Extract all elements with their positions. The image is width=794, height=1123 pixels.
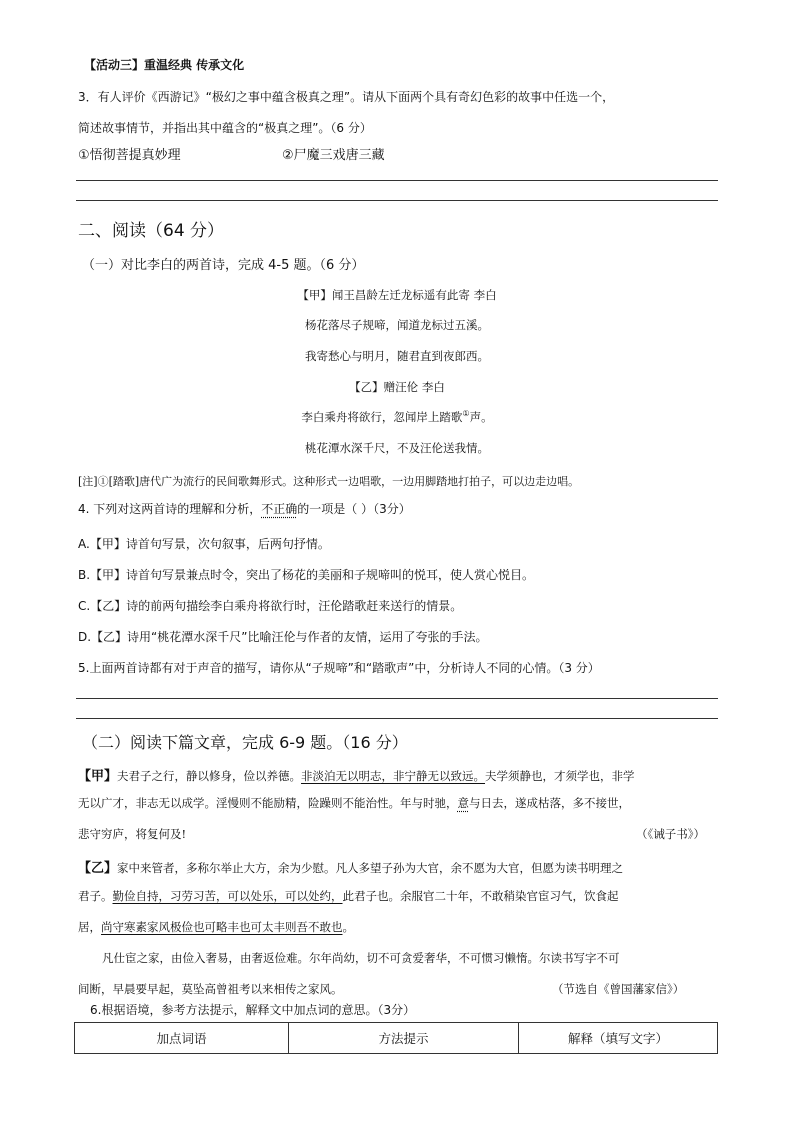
yi-line4: 凡仕宦之家，由俭入奢易，由奢返俭难。尔年尚幼，切不可贪爱奢华，不可惯习懒惰。尔读书写字不可 [102,951,620,965]
poem-yi-line1-text: 李白乘舟将欲行，忽闻岸上踏歌 [301,410,463,424]
answer-line [76,718,718,719]
poem-jia-line1: 杨花落尽子规啼，闻道龙标过五溪。 [305,318,489,332]
jia-line1 [78,765,635,784]
poem-note: [注]①[踏歌]唐代广为流行的民间歌舞形式。这种形式一边唱歌，一边用脚踏地打拍子，可以边走边唱。 [78,475,580,488]
q3-option2: ②尸魔三戏唐三藏 [282,148,385,163]
jia-line2 [78,795,630,811]
poem-jia-title: 【甲】闻王昌龄左迁龙标遥有此寄 李白 [297,288,497,302]
jia-dotted-word: 意 [457,796,469,810]
table-header-method: 方法提示 [289,1023,519,1053]
q4-option-b: B.【甲】诗首句写景兼点时令，突出了杨花的美丽和子规啼叫的悦耳，使人赏心悦目。 [78,568,535,582]
part1-title: （一）对比李白的两首诗，完成 4-5 题。（6 分） [82,258,365,273]
yi-underlined: 勤俭自持，习劳习苦，可以处乐，可以处约， [112,889,343,903]
jia-text: 夫君子之行，静以修身，俭以养德。 [117,769,302,783]
activity3-heading: 【活动三】重温经典 传承文化 [84,58,245,72]
jia-source: （《诫子书》） [636,827,705,841]
yi-source: （节选自《曾国藩家信》） [552,982,685,996]
q3-line1: 3．有人评价《西游记》“极幻之事中蕴含极真之理”。请从下面两个具有奇幻色彩的故事中任选一个， [78,90,615,104]
jia-underlined: 非淡泊无以明志，非宁静无以致远。 [301,769,486,783]
q4-stem [78,500,411,517]
footnote-marker: ① [462,409,470,419]
table-header-word: 加点词语 [75,1023,289,1053]
answer-line [76,180,718,181]
jia-line3: 悲守穷庐，将复何及! [78,827,187,841]
answer-line [76,698,718,699]
q3-line2: 简述故事情节，并指出其中蕴含的“极真之理”。（6 分） [78,121,372,135]
poem-jia-line2: 我寄愁心与明月，随君直到夜郎西。 [305,349,489,363]
section2-title: 二、阅读（64 分） [78,221,225,241]
yi-text: 君子。 [78,889,113,903]
poem-yi-line1-end: 声。 [469,410,493,424]
q3-option1: ①悟彻菩提真妙理 [78,148,181,163]
q4-stem-end: 的一项是（ ）（3分） [297,502,411,516]
poem-yi-line2: 桃花潭水深千尺，不及汪伦送我情。 [305,441,489,455]
jia-text: 与日去，遂成枯落，多不接世， [469,796,630,810]
yi-label: 【乙】 [78,861,118,876]
jia-text: 夫学须静也，才须学也，非学 [485,769,635,783]
yi-text: 居， [78,920,101,934]
yi-line3 [78,919,354,935]
q4-option-c: C.【乙】诗的前两句描绘李白乘舟将欲行时，汪伦踏歌赶来送行的情景。 [78,599,463,613]
q6-answer-table [74,1022,718,1054]
yi-line1 [78,857,623,876]
jia-label: 【甲】 [78,769,118,784]
yi-underlined: 尚守寒素家风极俭也可略丰也可太丰则吾不敢也 [101,920,343,934]
part2-title: （二）阅读下篇文章，完成 6-9 题。（16 分） [82,733,408,752]
poem-yi-line1 [0,409,794,425]
yi-line5: 间断，早晨要早起，莫坠高曾祖考以来相传之家风。 [78,982,343,996]
jia-text: 无以广才，非志无以成学。淫慢则不能励精，险躁则不能治性。年与时驰， [78,796,458,810]
q4-emphasis: 不正确 [261,502,298,516]
yi-text: 。 [342,920,354,934]
q4-option-d: D.【乙】诗用“桃花潭水深千尺”比喻汪伦与作者的友情，运用了夸张的手法。 [78,630,488,644]
yi-text: 此君子也。余服官二十年，不敢稍染官宦习气，饮食起 [342,889,619,903]
yi-text: 家中来管者，多称尔举止大方，余为少慰。凡人多望子孙为大官，余不愿为大官，但愿为读书明理之 [117,861,624,875]
q4-stem-start: 4. 下列对这两首诗的理解和分析， [78,502,262,516]
answer-line [76,200,718,201]
q6-text: 6.根据语境，参考方法提示，解释文中加点词的意思。（3分） [90,1003,416,1017]
q5-text: 5.上面两首诗都有对于声音的描写，请你从“子规啼”和“踏歌声”中，分析诗人不同的心情。（3 分） [78,661,600,675]
poem-yi-title: 【乙】赠汪伦 李白 [349,380,445,394]
yi-line2 [78,888,619,904]
table-header-explanation: 解释（填写文字） [567,1031,668,1046]
q4-option-a: A.【甲】诗首句写景，次句叙事，后两句抒情。 [78,537,330,551]
